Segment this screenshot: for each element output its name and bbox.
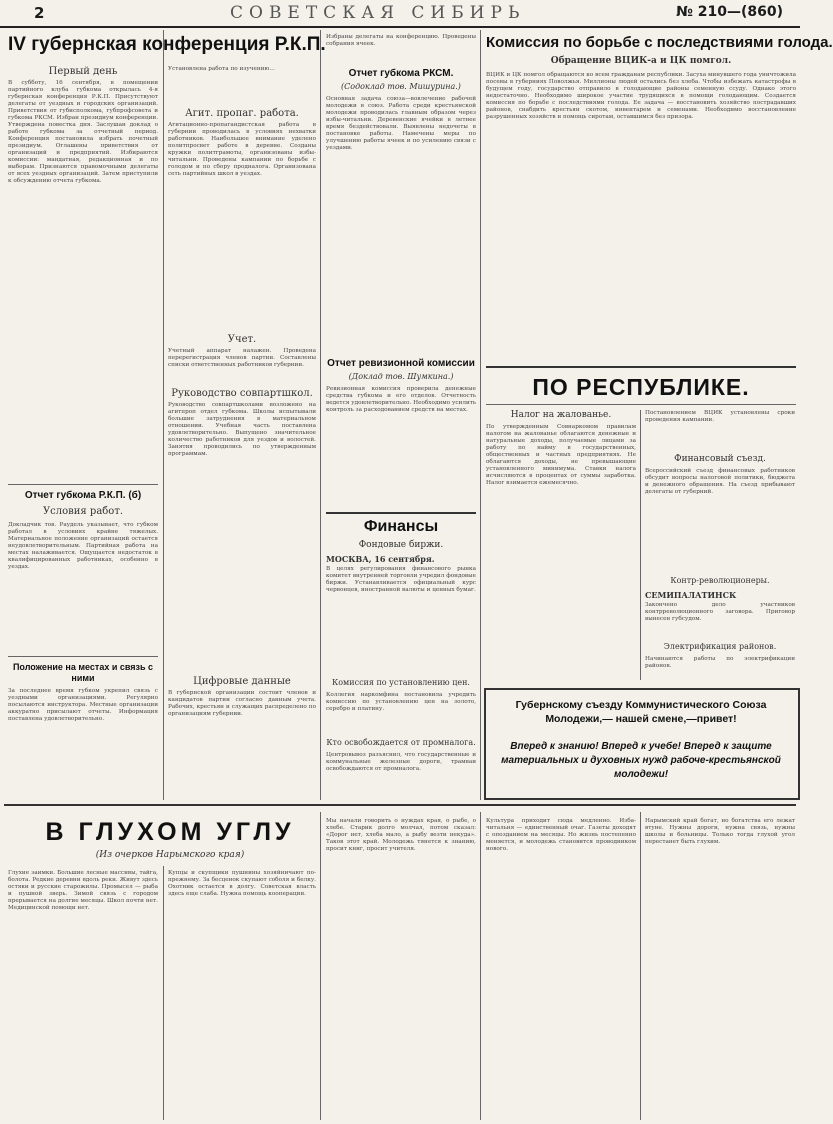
finance-subtitle: Фондовые биржи. bbox=[358, 540, 444, 550]
section-rule bbox=[326, 512, 476, 514]
finsesse-title: Финансовый съезд. bbox=[674, 454, 766, 464]
famine-text: ВЦИК и ЦК помгол обращаются ко всем гражданам республики. Засуха минувшего года уничтожила посевы в губерниях Поволжья. Миллионы людей остались без хлеба. Чтобы избежать катастрофы в будущем году, государство отправило в голодающие районы семенную ссуду. Однако этого недостаточно. Необходимо широкое участие трудящихся в помощи голодающим. Создается комиссия по борьбе с последствиями голода. Ее задача — восстановить хозяйство пострадавших районов, снабдить крестьян скотом, инвентарем и семенами. Необходимо восстановление разрушенных хозяйств и помощь сиротам, оставшимся без призора. bbox=[486, 72, 796, 120]
audit-note: (Доклад тов. Шумкина.) bbox=[348, 372, 454, 381]
rksm-text: Основная задача союза—вовлечение рабочей молодежи в союз. Работа среди крестьянской молодежи проводилась главным образом через избы-читальни. Деревенские ячейки в летнее время бездействовали. Выявлены недочеты в постановке работы. Намечены меры по улучшению работы ячеек и по усилению связи с уездами. bbox=[326, 96, 476, 151]
issue-number: № 210—(860) bbox=[676, 4, 783, 20]
sovschools-text: Руководство совпартшколами возложено на агитпроп отдел губкома. Школы испытывали большие затруднения в материальном отношении. Учебная часть поставлена удовлетворительно. Выпущено значительное количество работников для уездов и волостей. Занятия проводились по утвержденным программам. bbox=[168, 402, 316, 457]
column-rule bbox=[640, 410, 641, 680]
column-rule bbox=[480, 30, 481, 800]
commission-title: Комиссия по установлению цен. bbox=[332, 678, 470, 687]
column-rule bbox=[480, 812, 481, 1120]
republic-note-text: Постановлением ВЦИК установлены сроки проведения кампании. bbox=[645, 410, 795, 423]
section-rule bbox=[486, 404, 796, 405]
report-subtitle: Условия работ. bbox=[42, 506, 124, 517]
center-intro-text: Установлена работа по изучению... bbox=[168, 66, 275, 72]
feature-text-col2: Купцы и скупщики пушнины хозяйничают по-прежнему. За бесценок скупают соболя и белку. Охотник остается в долгу. Советская власть здесь еще слаба. Нужна помощь кооперации. bbox=[168, 870, 316, 897]
feature-headline: В ГЛУХОМ УГЛУ bbox=[45, 818, 295, 846]
feature-text-col4: Культура приходит сюда медленно. Изба-читальня — единственный очаг. Газеты доходят с опозданием на месяцы. Но жизнь постепенно меняется, и молодежь становится проводником нового. bbox=[486, 818, 636, 852]
youth-greeting: Губернскому съезду Коммунистического Союза Молодежи,— нашей смене,—привет! bbox=[515, 699, 767, 725]
rksm-title: Отчет губкома РКСМ. bbox=[348, 68, 454, 79]
counter-text: Закончено дело участников контрреволюционного заговора. Приговор вынесен губсудом. bbox=[645, 602, 795, 622]
section-rule bbox=[8, 484, 158, 485]
page-number: 2 bbox=[34, 4, 45, 22]
section-text: За последнее время губком укрепил связь с уездными организациями. Регулярно посылаются инструктора. Местные организации аккуратно присылают отчеты. Информация поставлена удовлетворительно. bbox=[8, 688, 158, 722]
commission-text: Коллегия наркомфина постановила учредить комиссию по установлению цен на золото, серебро и платину. bbox=[326, 692, 476, 712]
page-divider bbox=[4, 804, 796, 806]
column-rule bbox=[163, 30, 164, 800]
uchet-title: Учет. bbox=[227, 334, 257, 345]
sovschools-title: Руководство совпартшкол. bbox=[171, 388, 313, 399]
famine-subhead: Обращение ВЦИК-а и ЦК помгол. bbox=[550, 56, 732, 66]
feature-text-col3: Мы начали говорить о нуждах края, о рыбе, о хлебе. Старик долго молчал, потом сказал: «Дорог нет, хлеба мало, а рыбу везти некуда». Таков этот край. Молодежь тянется к знанию, просит книг, просит учителя. bbox=[326, 818, 476, 852]
salary-tax-title: Налог на жалованье. bbox=[510, 410, 612, 420]
freed-text: Центровывоз разъяснил, что государственные и коммунальные железные дороги, трамваи освобождаются от промналога. bbox=[326, 752, 476, 772]
rksm-note: (Содоклад тов. Мишурина.) bbox=[341, 82, 461, 91]
digital-title: Цифровые данные bbox=[193, 676, 291, 687]
section-rule bbox=[8, 656, 158, 657]
electric-title: Электрификация районов. bbox=[663, 642, 777, 651]
column-rule bbox=[320, 30, 321, 800]
counter-city: СЕМИПАЛАТИНСК bbox=[645, 590, 737, 600]
electric-text: Начинаются работы по электрификации районов. bbox=[645, 656, 795, 669]
newspaper-title: СОВЕТСКАЯ СИБИРЬ bbox=[230, 3, 526, 23]
conference-article-text: В субботу, 16 сентября, в помещении партийного клуба губкома открылась 4-я губернская конференция Р.К.П. Присутствуют делегаты от уездных и городских организаций. Приветствия от губисполкома, губпрофсовета и губкома РКСМ. Избран президиум конференции. Утверждена повестка дня. Заслушан доклад о работе губкома за отчетный период. Конференция постановила избрать почетный президиум. Оглашены приветствия от организаций и предприятий. Избираются комиссии: мандатная, редакционная и по выборам. Признаются правомочными делегаты от всех уездных организаций. Затем приступили к обсуждению отчета губкома. bbox=[8, 80, 158, 184]
agitprop-text: Агитационно-пропагандистская работа в губернии проводилась в условиях нехватки работников. Наибольшее внимание уделено политпросвет работе в деревне. Созданы кружки политграмоты, организованы избы-читальни. Проведены кампании по борьбе с голодом и по сбору продналога. Организована сеть партийных школ в уездах. bbox=[168, 122, 316, 177]
famine-headline: Комиссия по борьбе с последствиями голода. bbox=[486, 34, 833, 51]
conference-headline: IV губернская конференция Р.К.П. bbox=[8, 34, 326, 55]
audit-title: Отчет ревизионной комиссии bbox=[327, 358, 475, 369]
report-text: Докладчик тов. Раудель указывает, что губком работал в условиях крайне тяжелых. Материальное положение организаций остается неудовлетворительным. Партийная работа на местах налаживается. Ощущается недостаток в квалифицированных работниках, особенно в уездах. bbox=[8, 522, 158, 570]
column-rule bbox=[320, 812, 321, 1120]
salary-tax-text: По утвержденным Совнаркомом правилам налогом на жалованье облагаются денежные и натуральные доходы, получаемые лицами за работу по найму в государственных, общественных и частных предприятиях. Не облагаются доходы, не превышающие установленного минимума. Ставки налога исчисляются в процентах от суммы заработка. Налог взимается ежемесячно. bbox=[486, 424, 636, 486]
finance-dateline: МОСКВА, 16 сентября. bbox=[326, 554, 435, 564]
finance-title: Финансы bbox=[363, 518, 439, 535]
section-rule bbox=[486, 366, 796, 368]
finsesse-text: Всероссийский съезд финансовых работников обсудит вопросы налоговой политики, бюджета и денежного обращения. На съезд прибывают делегаты от губерний. bbox=[645, 468, 795, 495]
audit-text: Ревизионная комиссия проверила денежные средства губкома и его отделов. Отчетность ведется удовлетворительно. Необходимо усилить контроль за расходованием средств на местах. bbox=[326, 386, 476, 413]
feature-text-col5: Нарымский край богат, но богатства его лежат втуне. Нужны дороги, нужна связь, нужны школы и больницы. Только тогда глухой угол перестанет быть глухим. bbox=[645, 818, 795, 845]
counter-title: Контр-революционеры. bbox=[670, 576, 770, 585]
column3-top-text: Избраны делегаты на конференцию. Проведены собрания ячеек. bbox=[326, 34, 476, 47]
freed-title: Кто освобождается от промналога. bbox=[326, 738, 476, 747]
digital-text: В губернской организации состоит членов и кандидатов партии согласно данным учета. Рабочих, крестьян и служащих распределено по организациям губернии. bbox=[168, 690, 316, 717]
column-rule bbox=[640, 812, 641, 1120]
feature-text-col1: Глухие заимки. Большие лесные массивы, тайга, болота. Редкие деревни вдоль реки. Живут здесь остяки и русские старожилы. Промысел — рыба и пушной зверь. Зимой связь с городом прерывается на долгие месяцы. Школ почти нет. Медицинской помощи нет. bbox=[8, 870, 158, 911]
section-title: Положение на местах и связь с ними bbox=[12, 662, 154, 683]
republic-headline: ПО РЕСПУБЛИКЕ. bbox=[532, 374, 750, 400]
agitprop-title: Агит. пропаг. работа. bbox=[185, 108, 299, 119]
finance-text: В целях регулирования финансового рынка комитет внутренней торговли учредил фондовые биржи. Устанавливается официальный курс червонцев, иностранной валюты и ценных бумаг. bbox=[326, 566, 476, 593]
conference-day-subtitle: Первый день bbox=[48, 66, 118, 77]
uchet-text: Учетный аппарат налажен. Проведена перерегистрация членов партии. Составлены списки ответственных работников губернии. bbox=[168, 348, 316, 368]
report-title: Отчет губкома Р.К.П. (б) bbox=[24, 490, 142, 501]
feature-subtitle: (Из очерков Нарымского края) bbox=[95, 850, 245, 860]
column-rule bbox=[163, 866, 164, 1120]
youth-slogan: Вперед к знанию! Вперед к учебе! Вперед к защите материальных и духовных нужд рабоче-крестьянской молодежи! bbox=[501, 741, 781, 780]
